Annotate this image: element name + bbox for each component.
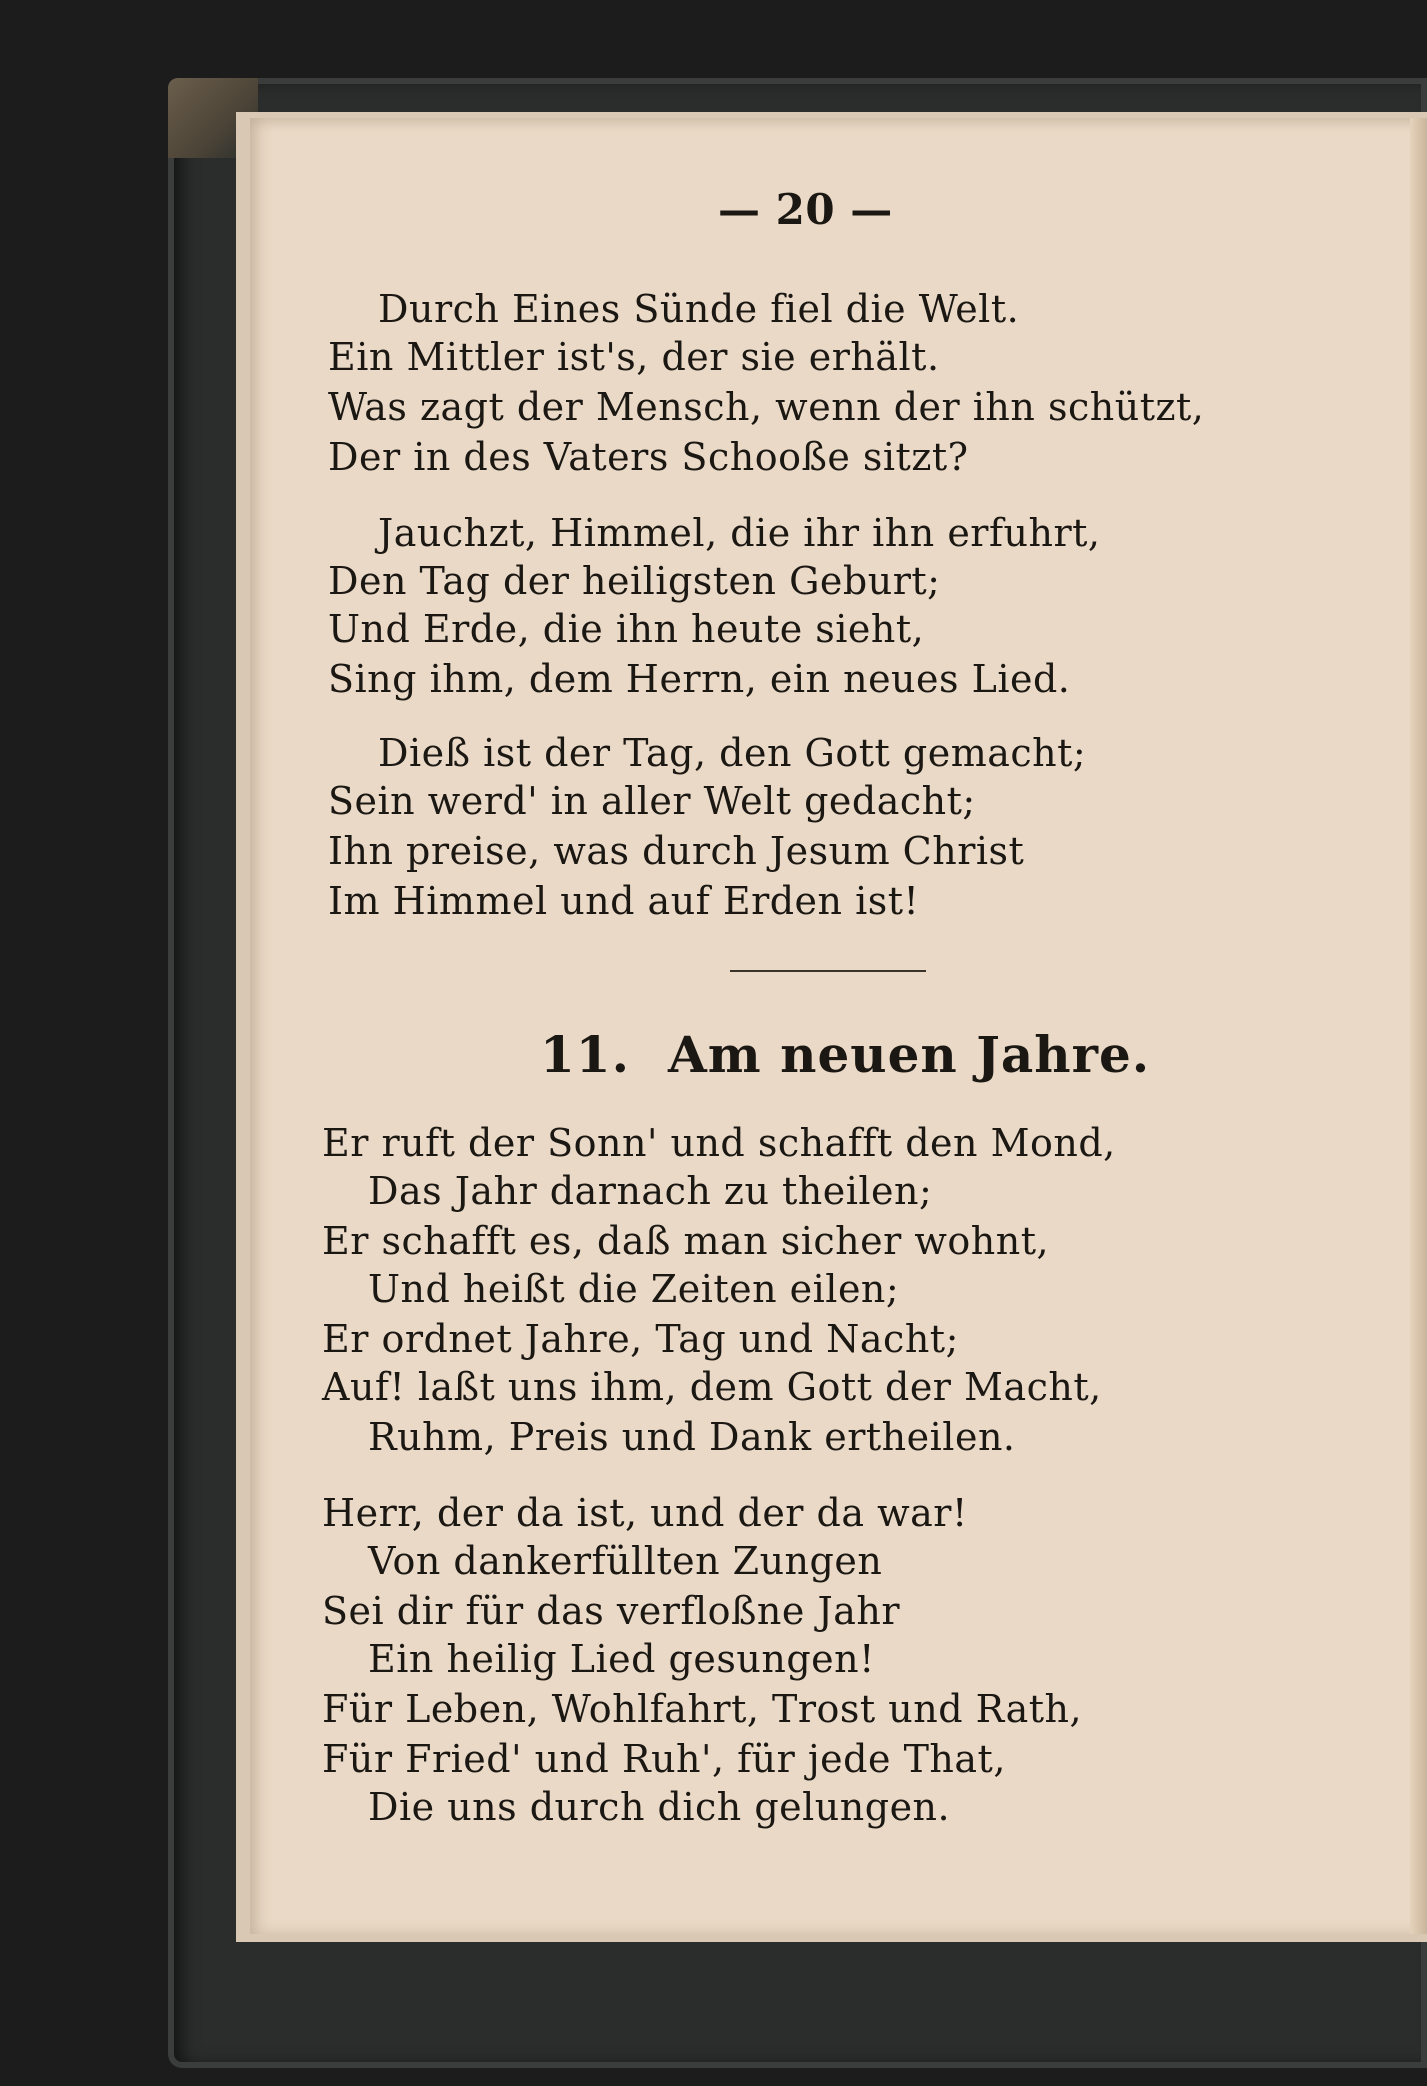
verse-line: Herr, der da ist, und der da war!: [322, 1491, 968, 1535]
verse-line: Die uns durch dich gelungen.: [368, 1785, 951, 1829]
verse-line: Sing ihm, dem Herrn, ein neues Lied.: [328, 657, 1071, 701]
verse-line: Ihn preise, was durch Jesum Christ: [328, 829, 1025, 873]
section-number: 11.: [540, 1025, 630, 1084]
verse-line: Er ordnet Jahre, Tag und Nacht;: [322, 1317, 959, 1361]
verse-line: Sei dir für das verfloßne Jahr: [322, 1589, 900, 1633]
verse-line: Er ruft der Sonn' und schafft den Mond,: [322, 1121, 1116, 1165]
page-edge: [1410, 118, 1427, 1934]
verse-line: Der in des Vaters Schooße sitzt?: [328, 435, 969, 479]
verse-line: Den Tag der heiligsten Geburt;: [328, 559, 941, 603]
verse-line: Er schafft es, daß man sicher wohnt,: [322, 1219, 1050, 1263]
verse-line: Und Erde, die ihn heute sieht,: [328, 607, 925, 651]
verse-line: Im Himmel und auf Erden ist!: [328, 879, 920, 923]
page-number: — 20 —: [718, 185, 893, 234]
verse-line: Sein werd' in aller Welt gedacht;: [328, 779, 976, 823]
verse-line: Für Fried' und Ruh', für jede That,: [322, 1737, 1006, 1781]
section-title: Am neuen Jahre.: [668, 1025, 1151, 1084]
verse-line: Dieß ist der Tag, den Gott gemacht;: [378, 731, 1087, 775]
verse-line: Ein Mittler ist's, der sie erhält.: [328, 335, 940, 379]
verse-line: Ein heilig Lied gesungen!: [368, 1637, 875, 1681]
verse-line: Durch Eines Sünde fiel die Welt.: [378, 287, 1020, 331]
verse-line: Das Jahr darnach zu theilen;: [368, 1169, 933, 1213]
section-divider: [730, 970, 926, 972]
verse-line: Was zagt der Mensch, wenn der ihn schützt,: [328, 385, 1205, 429]
verse-line: Auf! laßt uns ihm, dem Gott der Macht,: [322, 1365, 1102, 1409]
verse-line: Und heißt die Zeiten eilen;: [368, 1267, 900, 1311]
verse-line: Für Leben, Wohlfahrt, Trost und Rath,: [322, 1687, 1083, 1731]
verse-line: Von dankerfüllten Zungen: [368, 1539, 883, 1583]
verse-line: Ruhm, Preis und Dank ertheilen.: [368, 1415, 1016, 1459]
verse-line: Jauchzt, Himmel, die ihr ihn erfuhrt,: [378, 511, 1101, 555]
